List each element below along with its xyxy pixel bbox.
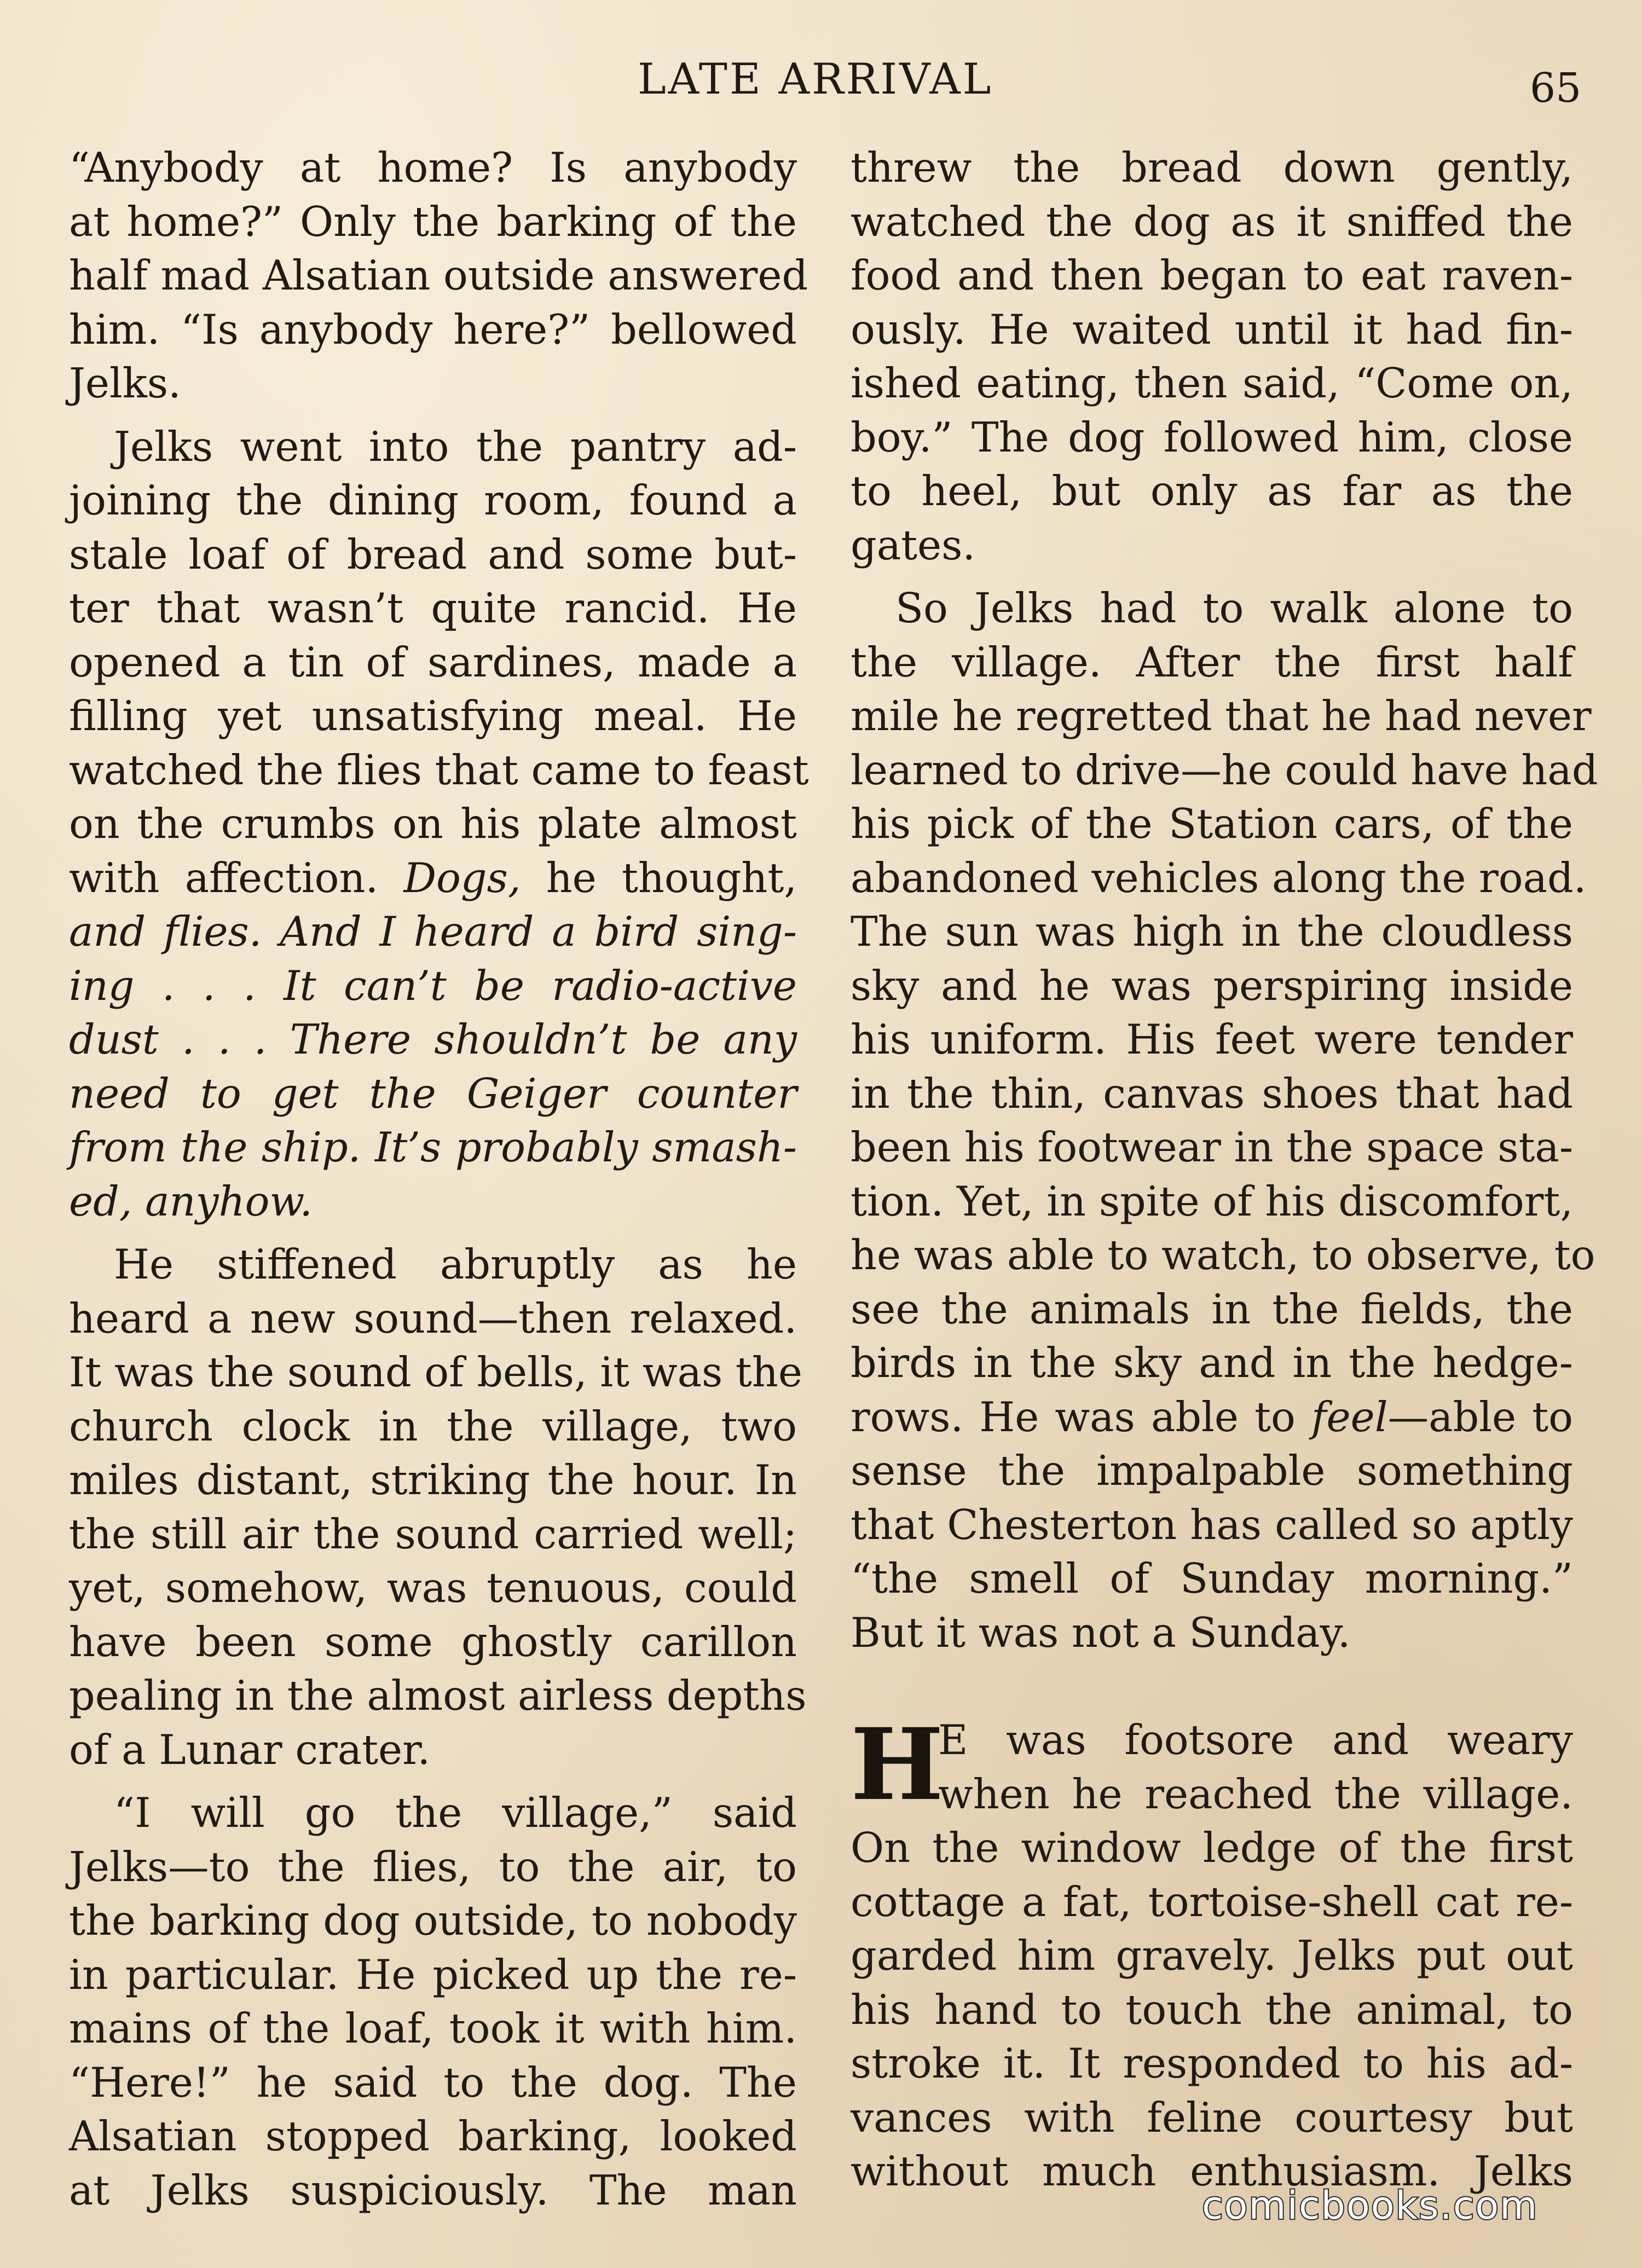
text-line: have been some ghostly carillon <box>69 1618 797 1666</box>
text-line: his pick of the Station cars, of the <box>851 800 1573 848</box>
text-line: The sun was high in the cloudless <box>851 908 1573 956</box>
text-line: that Chesterton has called so aptly <box>851 1501 1573 1549</box>
text-line: his uniform. His feet were tender <box>851 1016 1573 1063</box>
running-title: LATE ARRIVAL <box>638 55 993 104</box>
paragraph <box>69 1238 807 1777</box>
text-line: yet, somehow, was tenuous, could <box>69 1564 797 1612</box>
left-column <box>69 141 809 2218</box>
paragraph <box>851 1707 1573 2199</box>
paragraph <box>69 1786 797 2218</box>
text-run: with affection. <box>69 854 379 902</box>
text-line: of a Lunar crater. <box>69 1726 431 1774</box>
text-line: gates. <box>851 521 976 569</box>
text-line: the village. After the first half <box>851 638 1573 686</box>
text-line: miles distant, striking the hour. In <box>69 1456 797 1504</box>
text-line: heard a new sound—then relaxed. <box>69 1294 797 1343</box>
text-line: threw the bread down gently, <box>851 144 1573 192</box>
text-line: “the smell of Sunday morning.” <box>851 1555 1573 1602</box>
text-line: tion. Yet, in spite of his discomfort, <box>851 1177 1573 1225</box>
text-run: —able to <box>1387 1393 1573 1441</box>
italic-text-run: feel <box>1311 1393 1388 1441</box>
text-line: his hand to touch the animal, to <box>851 1986 1573 2034</box>
text-line: vances with feline courtesy but <box>851 2093 1573 2142</box>
italic-text-line: ing . . . It can’t be radio-active <box>69 962 797 1010</box>
text-line: when he reached the village. <box>938 1770 1573 1818</box>
text-line: mains of the loaf, took it with him. <box>69 2005 797 2052</box>
text-line: the still air the sound carried well; <box>69 1510 797 1558</box>
text-line: pealing in the almost airless depths <box>69 1672 807 1720</box>
drop-cap: H <box>851 1707 944 1822</box>
watermark: comicbooks.com <box>1202 2183 1539 2228</box>
text-line: at Jelks suspiciously. The man <box>69 2166 797 2214</box>
page-number: 65 <box>1530 65 1582 112</box>
running-head <box>0 55 1642 120</box>
text-line: “I will go the village,” said <box>114 1789 797 1837</box>
text-line: without much enthusiasm. Jelks <box>851 2148 1573 2195</box>
paragraph <box>69 141 808 411</box>
text-line: boy.” The dog followed him, close <box>851 413 1573 461</box>
text-line: him. “Is anybody here?” bellowed <box>69 305 797 354</box>
text-line: in the thin, canvas shoes that had <box>851 1069 1573 1118</box>
italic-text-run: Dogs, <box>403 854 521 902</box>
text-line: see the animals in the fields, the <box>851 1285 1573 1333</box>
text-line: cottage a fat, tortoise-shell cat re- <box>851 1878 1573 1926</box>
text-line: to heel, but only as far as the <box>851 467 1573 515</box>
text-line: Jelks went into the pantry ad- <box>114 423 797 471</box>
text-line: half mad Alsatian outside answered <box>69 252 808 299</box>
text-line: he was able to watch, to observe, to <box>851 1231 1595 1279</box>
text-line: in particular. He picked up the re- <box>69 1951 797 1999</box>
text-line: been his footwear in the space sta- <box>851 1124 1573 1171</box>
italic-text-line: dust . . . There shouldn’t be any <box>69 1016 797 1063</box>
text-line: mile he regretted that he had never <box>851 692 1592 740</box>
text-line: joining the dining room, found a <box>69 477 797 524</box>
text-line: Jelks—to the flies, to the air, to <box>69 1843 797 1891</box>
italic-text-line: ed, anyhow. <box>69 1177 313 1225</box>
text-line: sky and he was perspiring inside <box>851 962 1573 1010</box>
paragraph <box>69 420 809 1229</box>
text-line: watched the dog as it sniffed the <box>851 198 1573 246</box>
text-line <box>69 852 797 906</box>
italic-text-line: need to get the Geiger counter <box>69 1069 797 1118</box>
text-run: rows. He was able to <box>851 1393 1296 1441</box>
text-line: stale loaf of bread and some but- <box>69 530 797 578</box>
text-line: “Anybody at home? Is anybody <box>69 144 797 192</box>
section-break <box>851 1660 1573 1714</box>
text-line: watched the flies that came to feast <box>69 746 809 794</box>
text-line: Jelks. <box>69 360 181 407</box>
text-line: It was the sound of bells, it was the <box>69 1349 802 1396</box>
text-line: stroke it. It responded to his ad- <box>851 2040 1573 2087</box>
text-line: He stiffened abruptly as he <box>114 1241 797 1288</box>
text-line: E was footsore and weary <box>938 1716 1573 1764</box>
text-line: But it was not a Sunday. <box>851 1609 1351 1657</box>
text-line: garded him gravely. Jelks put out <box>851 1932 1573 1980</box>
text-line: at home?” Only the barking of the <box>69 198 797 246</box>
text-line: So Jelks had to walk alone to <box>895 585 1573 632</box>
text-line: filling yet unsatisfying meal. He <box>69 692 797 740</box>
text-line: opened a tin of sardines, made a <box>69 638 797 686</box>
text-line: church clock in the village, two <box>69 1402 797 1450</box>
paragraph <box>851 141 1573 572</box>
text-line: learned to drive—he could have had <box>851 746 1598 794</box>
text-line <box>851 1391 1573 1445</box>
text-line: “Here!” he said to the dog. The <box>69 2058 797 2107</box>
text-run: he thought, <box>546 854 797 902</box>
text-line: sense the impalpable something <box>851 1447 1573 1495</box>
right-column <box>851 141 1598 2199</box>
text-line: On the window ledge of the first <box>851 1824 1573 1872</box>
text-line: on the crumbs on his plate almost <box>69 800 797 848</box>
text-line: birds in the sky and in the hedge- <box>851 1339 1573 1387</box>
paragraph <box>851 582 1598 1660</box>
text-line: the barking dog outside, to nobody <box>69 1897 797 1945</box>
text-line: ously. He waited until it had fin- <box>851 305 1573 354</box>
italic-text-line: from the ship. It’s probably smash- <box>69 1124 797 1171</box>
text-line: abandoned vehicles along the road. <box>851 854 1587 902</box>
text-line: food and then began to eat raven- <box>851 252 1573 299</box>
text-line: ished eating, then said, “Come on, <box>851 360 1573 407</box>
italic-text-line: and flies. And I heard a bird sing- <box>69 908 797 956</box>
text-line: Alsatian stopped barking, looked <box>69 2113 797 2160</box>
text-line: ter that wasn’t quite rancid. He <box>69 585 797 632</box>
